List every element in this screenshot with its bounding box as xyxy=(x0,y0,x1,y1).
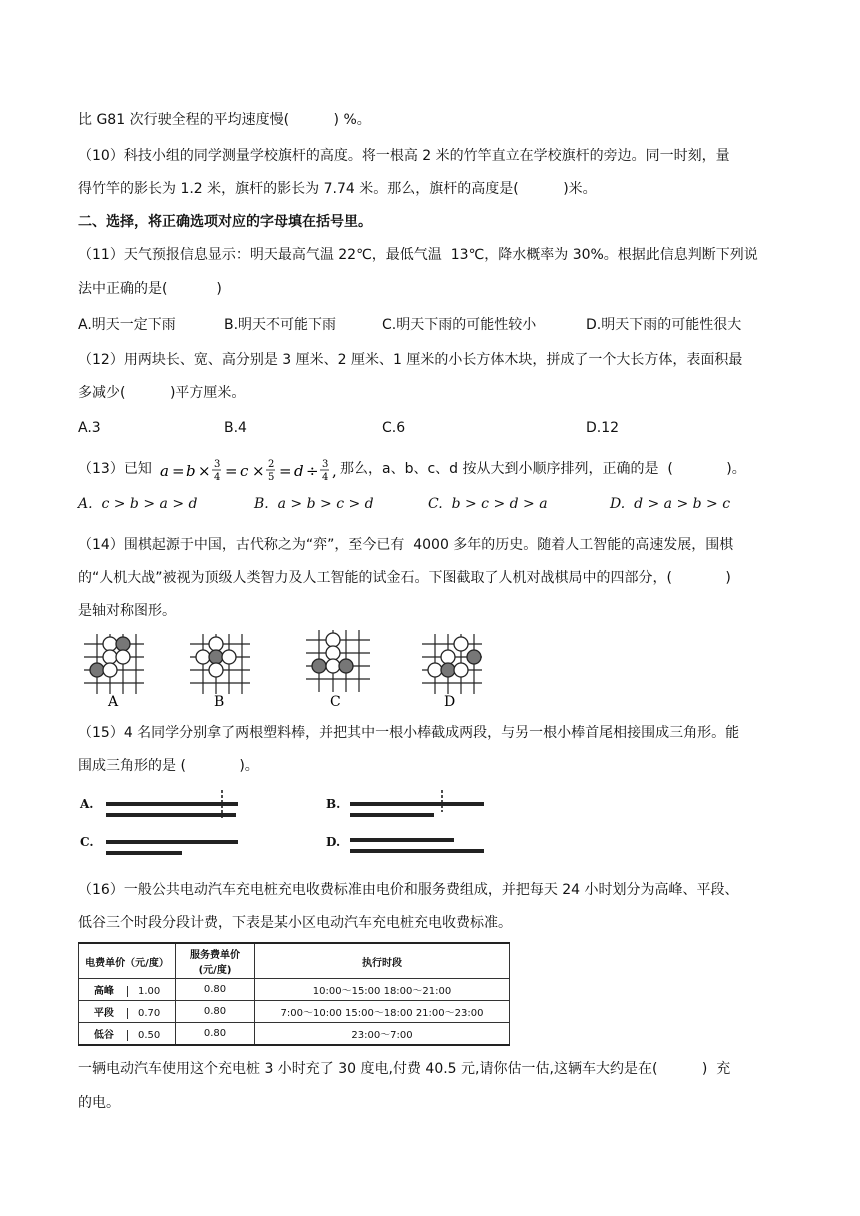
q13-option-a: A. c > b > a > d xyxy=(78,496,198,512)
var-b: b xyxy=(186,462,196,480)
table-cell-period-price: 低谷 0.50 xyxy=(79,1023,176,1046)
go-white-stone xyxy=(326,659,340,673)
question-14-line-3: 是轴对称图形。 xyxy=(78,603,176,619)
go-black-stone xyxy=(467,650,481,664)
q12-option-d: D.12 xyxy=(586,420,620,436)
go-white-stone xyxy=(441,650,455,664)
table-row xyxy=(79,1001,510,1023)
go-white-stone xyxy=(326,633,340,647)
stick-label-a: A. xyxy=(80,797,94,811)
q11-option-d: D.明天下雨的可能性很大 xyxy=(586,317,742,333)
fee-table xyxy=(78,942,510,1046)
question-16-line-2: 低谷三个时段分段计费，下表是某小区电动汽车充电桩充电收费标准。 xyxy=(78,915,512,931)
question-16-line-1: （16）一般公共电动汽车充电桩充电收费标准由电价和服务费组成，并把每天 24 小时划分为高峰、平段、 xyxy=(78,882,739,898)
frac2-den: 5 xyxy=(268,472,275,483)
table-cell-times: 7:00～10:00 15:00～18:00 21:00～23:00 xyxy=(255,1001,510,1023)
go-black-stone xyxy=(90,663,104,677)
svg-text:=: = xyxy=(279,462,292,480)
question-15-line-1: （15）4 名同学分别拿了两根塑料棒，并把其中一根小棒截成两段，与另一根小棒首尾相接围成三角形。能 xyxy=(78,725,740,741)
table-row xyxy=(79,1023,510,1046)
question-13-prefix: （13）已知 xyxy=(78,461,152,477)
header-service-price: 服务费单价 (元/度) xyxy=(176,943,255,979)
q11-option-c: C.明天下雨的可能性较小 xyxy=(382,317,537,333)
q12-option-c: C.6 xyxy=(382,420,406,436)
question-15-line-2: 围成三角形的是 ( )。 xyxy=(78,758,259,774)
table-cell-times: 23:00～7:00 xyxy=(255,1023,510,1046)
question-13-suffix: 那么，a、b、c、d 按从大到小顺序排列，正确的是 ( )。 xyxy=(340,461,746,477)
question-11-line-2: 法中正确的是( ) xyxy=(78,281,222,297)
q13-option-d: D. d > a > b > c xyxy=(610,496,731,512)
frac3-den: 4 xyxy=(322,472,329,483)
go-white-stone xyxy=(222,650,236,664)
figure-label-d: D xyxy=(444,694,456,710)
go-board-figures xyxy=(78,626,498,710)
question-12-line-2: 多减少( )平方厘米。 xyxy=(78,385,246,401)
question-10-line-2: 得竹竿的影长为 1.2 米，旗杆的影长为 7.74 米。那么，旗杆的高度是( )米。 xyxy=(78,181,597,197)
svg-text:×: × xyxy=(198,462,211,480)
go-black-stone xyxy=(209,650,223,664)
table-row xyxy=(79,979,510,1001)
figure-label-c: C xyxy=(330,694,341,710)
question-16-line-3: 一辆电动汽车使用这个充电桩 3 小时充了 30 度电,付费 40.5 元,请你估一估,这辆车大约是在( ) 充 xyxy=(78,1061,731,1077)
q13-equation xyxy=(158,448,368,488)
go-white-stone xyxy=(103,650,117,664)
sticks-figure xyxy=(78,788,498,864)
go-white-stone xyxy=(428,663,442,677)
question-14-line-2: 的“人机大战”被视为顶级人类智力及人工智能的试金石。下图截取了人机对战棋局中的四部分，( ) xyxy=(78,570,731,586)
stick-label-b: B. xyxy=(326,797,341,811)
table-cell-times: 10:00～15:00 18:00～21:00 xyxy=(255,979,510,1001)
q11-option-a: A.明天一定下雨 xyxy=(78,317,176,333)
go-white-stone xyxy=(454,637,468,651)
go-white-stone xyxy=(209,663,223,677)
svg-text:,: , xyxy=(332,462,337,480)
svg-text:÷: ÷ xyxy=(306,462,319,480)
question-10-line-1: （10）科技小组的同学测量学校旗杆的高度。将一根高 2 米的竹竿直立在学校旗杆的旁边。同一时刻，量 xyxy=(78,148,730,164)
go-white-stone xyxy=(196,650,210,664)
table-cell-service: 0.80 xyxy=(176,1023,255,1046)
question-11-line-1: （11）天气预报信息显示：明天最高气温 22℃，最低气温 13℃，降水概率为 30%。根据此信息判断下列说 xyxy=(78,247,758,263)
go-white-stone xyxy=(103,663,117,677)
svg-text:=: = xyxy=(172,462,185,480)
table-cell-service: 0.80 xyxy=(176,1001,255,1023)
q13-option-c: C. b > c > d > a xyxy=(428,496,548,512)
go-white-stone xyxy=(209,637,223,651)
var-a: a xyxy=(160,462,169,480)
go-black-stone xyxy=(441,663,455,677)
go-white-stone xyxy=(326,646,340,660)
table-header-row xyxy=(79,943,510,979)
var-d: d xyxy=(294,462,304,480)
table-cell-service: 0.80 xyxy=(176,979,255,1001)
question-12-line-1: （12）用两块长、宽、高分别是 3 厘米、2 厘米、1 厘米的小长方体木块，拼成了一个大长方体，表面积最 xyxy=(78,352,743,368)
frac1-den: 4 xyxy=(214,472,221,483)
svg-text:×: × xyxy=(252,462,265,480)
table-cell-period-price: 平段 0.70 xyxy=(79,1001,176,1023)
section-heading: 二、选择，将正确选项对应的字母填在括号里。 xyxy=(78,214,372,230)
q12-option-a: A.3 xyxy=(78,420,101,436)
stick-label-c: C. xyxy=(80,835,94,849)
figure-label-a: A xyxy=(108,694,119,710)
header-electricity-price: 电费单价（元/度） xyxy=(79,943,176,979)
frac2-num: 2 xyxy=(268,459,275,470)
q11-option-b: B.明天不可能下雨 xyxy=(224,317,337,333)
go-black-stone xyxy=(116,637,130,651)
figure-label-b: B xyxy=(214,694,225,710)
header-time-period: 执行时段 xyxy=(255,943,510,979)
go-white-stone xyxy=(454,663,468,677)
frac1-num: 3 xyxy=(214,459,221,470)
q13-option-b: B. a > b > c > d xyxy=(254,496,374,512)
var-c: c xyxy=(240,462,249,480)
go-white-stone xyxy=(103,637,117,651)
go-white-stone xyxy=(116,650,130,664)
go-black-stone xyxy=(339,659,353,673)
frac3-num: 3 xyxy=(322,459,329,470)
go-black-stone xyxy=(312,659,326,673)
q12-option-b: B.4 xyxy=(224,420,247,436)
question-14-line-1: （14）围棋起源于中国，古代称之为“弈”，至今已有 4000 多年的历史。随着人工智能的高速发展，围棋 xyxy=(78,537,734,553)
svg-text:=: = xyxy=(225,462,238,480)
stick-label-d: D. xyxy=(326,835,341,849)
text-line: 比 G81 次行驶全程的平均速度慢( ) %。 xyxy=(78,112,371,128)
table-cell-period-price: 高峰 1.00 xyxy=(79,979,176,1001)
question-16-line-4: 的电。 xyxy=(78,1095,120,1111)
